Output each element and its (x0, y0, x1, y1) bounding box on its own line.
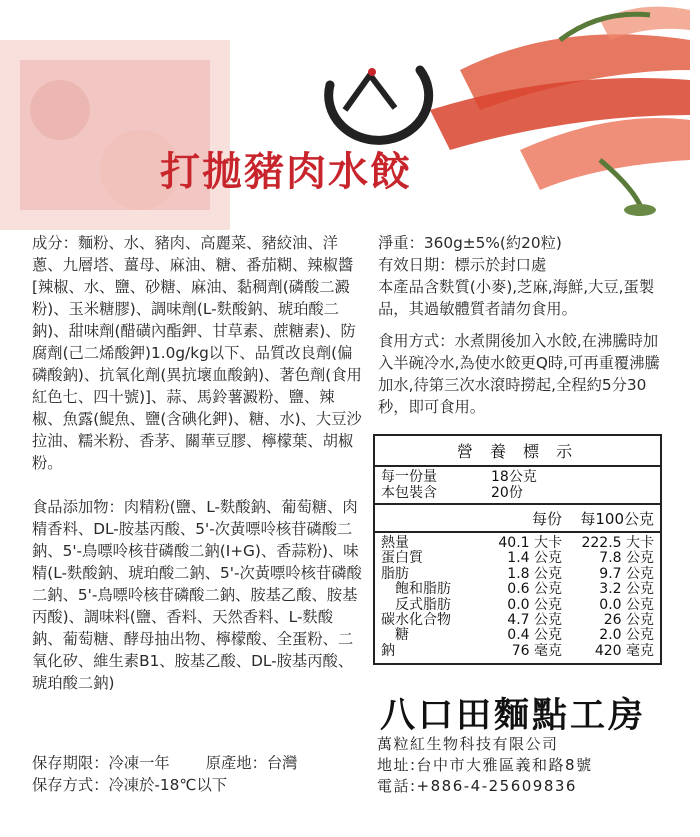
nutrition-row (381, 628, 654, 643)
nutrient-name: 蛋白質 (381, 550, 423, 567)
origin: 原產地：台灣 (205, 754, 298, 772)
serving-size-value: 18公克 (491, 469, 537, 485)
brush-circle-logo (329, 68, 429, 140)
servings-per-package-value: 20份 (491, 485, 523, 501)
nutrient-per-100g: 7.8 公克 (599, 550, 654, 567)
per-100g-header: 每100公克 (580, 510, 654, 528)
product-info-column (378, 232, 670, 418)
brand-name: 八口田麵點工房 (380, 696, 647, 736)
nutrient-per-serving: 76 毫克 (511, 642, 562, 659)
nutrient-name: 反式脂肪 (381, 596, 451, 613)
nutrient-name: 熱量 (381, 535, 409, 551)
nutrition-header: 營 養 標 示 (375, 436, 660, 467)
serving-size-label: 每一份量 (381, 469, 437, 485)
storage-method: 保存方式：冷凍於-18℃以下 (32, 776, 228, 794)
company-name: 萬粒紅生物科技有限公司 (377, 735, 559, 753)
nutrient-name: 脂肪 (381, 565, 409, 582)
allergen-warning: 本產品含麩質(小麥),芝麻,海鮮,大豆,蛋製品，其過敏體質者請勿食用。 (378, 278, 655, 318)
nutrition-row (381, 551, 654, 566)
nutrient-per-serving: 0.4 公克 (507, 627, 562, 644)
nutrient-name: 碳水化合物 (381, 612, 451, 629)
nutrition-row (381, 567, 654, 582)
nutrition-rows (375, 533, 660, 663)
company-address: 地址:台中市大雅區義和路8號 (377, 756, 593, 774)
company-info (377, 734, 667, 797)
nutrient-per-serving: 40.1 大卡 (498, 535, 562, 551)
nutrient-per-100g: 420 毫克 (594, 642, 654, 659)
nutrient-per-serving: 0.0 公克 (507, 596, 562, 613)
company-phone: 電話:+886-4-25609836 (377, 777, 577, 795)
storage-info (32, 752, 372, 796)
ingredients-text: 成分：麵粉、水、豬肉、高麗菜、豬絞油、洋蔥、九層塔、薑母、麻油、糖、番茄糊、辣椒醬[辣椒、水、鹽、砂糖、麻油、黏稠劑(磷酸二澱粉)、玉米糖膠)、調味劑(L-麩酸鈉、琥珀酸二鈉)、甜味劑(醋磺內酯鉀、甘草素、蔗糖素)、防腐劑(己二烯酸鉀)1.0g/kg以下、品質改良劑(偏磷酸鈉)、抗氧化劑(異抗壞血酸鈉)、著色劑(食用紅色七、四十號)]、蒜、馬鈴薯澱粉、鹽、辣椒、魚露(鯷魚、鹽(含碘化鉀)、糖、水)、大豆沙拉油、糯米粉、香茅、關華豆膠、檸檬葉、胡椒粉。 (32, 234, 362, 472)
nutrition-row (381, 598, 654, 613)
ingredients-column (32, 232, 362, 716)
nutrition-column-headers (375, 505, 660, 533)
shelf-life: 保存期限：冷凍一年 (32, 754, 170, 772)
serving-info (375, 467, 660, 505)
nutrient-per-100g: 222.5 大卡 (581, 535, 654, 551)
nutrient-per-100g: 0.0 公克 (599, 596, 654, 613)
nutrient-name: 糖 (381, 627, 409, 644)
nutrient-per-serving: 1.4 公克 (507, 550, 562, 567)
nutrient-per-serving: 0.6 公克 (507, 581, 562, 598)
net-weight: 淨重：360g±5%(約20粒) (378, 234, 562, 252)
nutrient-per-100g: 2.0 公克 (599, 627, 654, 644)
nutrition-facts-table (373, 434, 662, 665)
nutrition-row (381, 644, 654, 659)
expiry-date: 有效日期：標示於封口處 (378, 256, 547, 274)
nutrition-row (381, 582, 654, 597)
usage-instructions: 食用方式：水煮開後加入水餃,在沸騰時加入半碗冷水,為使水餃更Q時,可再重覆沸騰加水,待第三次水滾時撈起,全程約5分30秒，即可食用。 (378, 332, 660, 416)
meat-watercolor (0, 40, 230, 230)
nutrient-per-100g: 3.2 公克 (599, 581, 654, 598)
per-serving-header: 每份 (531, 510, 562, 528)
nutrient-per-serving: 4.7 公克 (507, 612, 562, 629)
nutrient-per-serving: 1.8 公克 (507, 565, 562, 582)
nutrient-per-100g: 9.7 公克 (599, 565, 654, 582)
nutrient-name: 飽和脂肪 (381, 581, 451, 598)
nutrient-name: 鈉 (381, 642, 395, 659)
servings-per-package-label: 本包裝含 (381, 485, 437, 501)
additives-text: 食品添加物：肉精粉(鹽、L-麩酸鈉、葡萄糖、肉精香料、DL-胺基丙酸、5'-次黃嘌呤核苷磷酸二鈉、5'-鳥嘌呤核苷磷酸二鈉(I+G)、香蒜粉)、味精(L-麩酸鈉、琥珀酸二鈉、5'-次黃嘌呤核苷磷酸二鈉、5'-鳥嘌呤核苷磷酸二鈉、胺基乙酸、胺基丙酸)、調味料(鹽、香料、天然香料、L-麩酸鈉、葡萄糖、酵母抽出物、檸檬酸、全蛋粉、二氧化矽、維生素B1、胺基乙酸、DL-胺基丙酸、琥珀酸二鈉) (32, 498, 362, 692)
nutrient-per-100g: 26 公克 (603, 612, 654, 629)
product-title: 打拋豬肉水餃 (160, 149, 412, 195)
